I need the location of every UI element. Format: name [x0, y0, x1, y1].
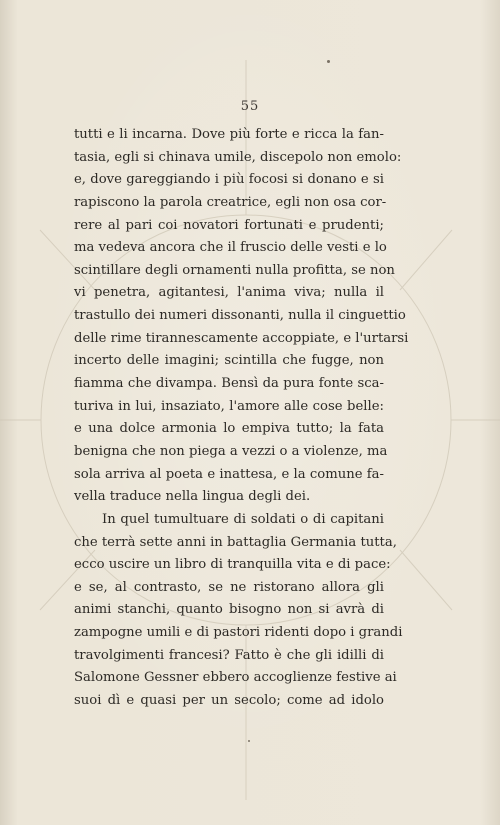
text-line: trastullo dei numeri dissonanti, nulla il cinguettio — [74, 308, 406, 324]
paper-speck — [327, 60, 330, 63]
text-line: In quel tumultuare di soldati o di capitani — [102, 511, 384, 527]
text-line: e se, al contrasto, se ne ristorano allora gli — [74, 579, 384, 595]
text-line: tasia, egli si chinava umile, discepolo non emolo: — [74, 149, 402, 165]
paragraph — [74, 124, 409, 509]
text-line: scintillare degli ornamenti nulla profitta, se non — [74, 262, 395, 278]
text-line: tutti e li incarna. Dove più forte e ricca la fan- — [74, 127, 384, 142]
text-line: vi penetra, agitantesi, l'anima viva; nulla il — [74, 285, 384, 301]
text-line: travolgimenti francesi? Fatto è che gli idilli di — [74, 647, 384, 663]
text-line: delle rime tirannescamente accoppiate, e l'urtarsi — [74, 330, 409, 346]
text-line: ma vedeva ancora che il fruscio delle vesti e lo — [74, 240, 387, 256]
text-line: rere al pari coi novatori fortunati e prudenti; — [74, 217, 384, 233]
text-line: Salomone Gessner ebbero accoglienze festive ai — [74, 670, 397, 686]
text-line: incerto delle imagini; scintilla che fugge, non — [74, 353, 384, 369]
text-line: animi stanchi, quanto bisogno non si avrà di — [74, 602, 384, 618]
text-line: vella traduce nella lingua degli dei. — [74, 489, 311, 505]
text-line: suoi dì e quasi per un secolo; come ad idolo — [74, 693, 384, 709]
text-line: turiva in lui, insaziato, l'amore alle cose belle: — [74, 398, 384, 414]
page-number: 55 — [240, 99, 260, 114]
text-line: e una dolce armonia lo empiva tutto; la fata — [74, 421, 384, 437]
text-line: fiamma che divampa. Bensì da pura fonte sca- — [74, 376, 384, 392]
text-line: che terrà sette anni in battaglia Germania tutta, — [74, 534, 397, 550]
text-line: benigna che non piega a vezzi o a violenze, ma — [74, 443, 388, 459]
text-line: e, dove gareggiando i più focosi si donano e si — [74, 172, 384, 188]
text-line: rapiscono la parola creatrice, egli non osa cor- — [74, 194, 387, 210]
body-text — [74, 124, 409, 713]
paper-speck — [248, 740, 250, 742]
text-line: ecco uscire un libro di tranquilla vita e di pace: — [74, 557, 391, 573]
paragraph — [74, 509, 403, 713]
text-line: sola arriva al poeta e inattesa, e la comune fa- — [74, 466, 384, 482]
text-line: zampogne umili e di pastori ridenti dopo i grandi — [74, 625, 403, 641]
